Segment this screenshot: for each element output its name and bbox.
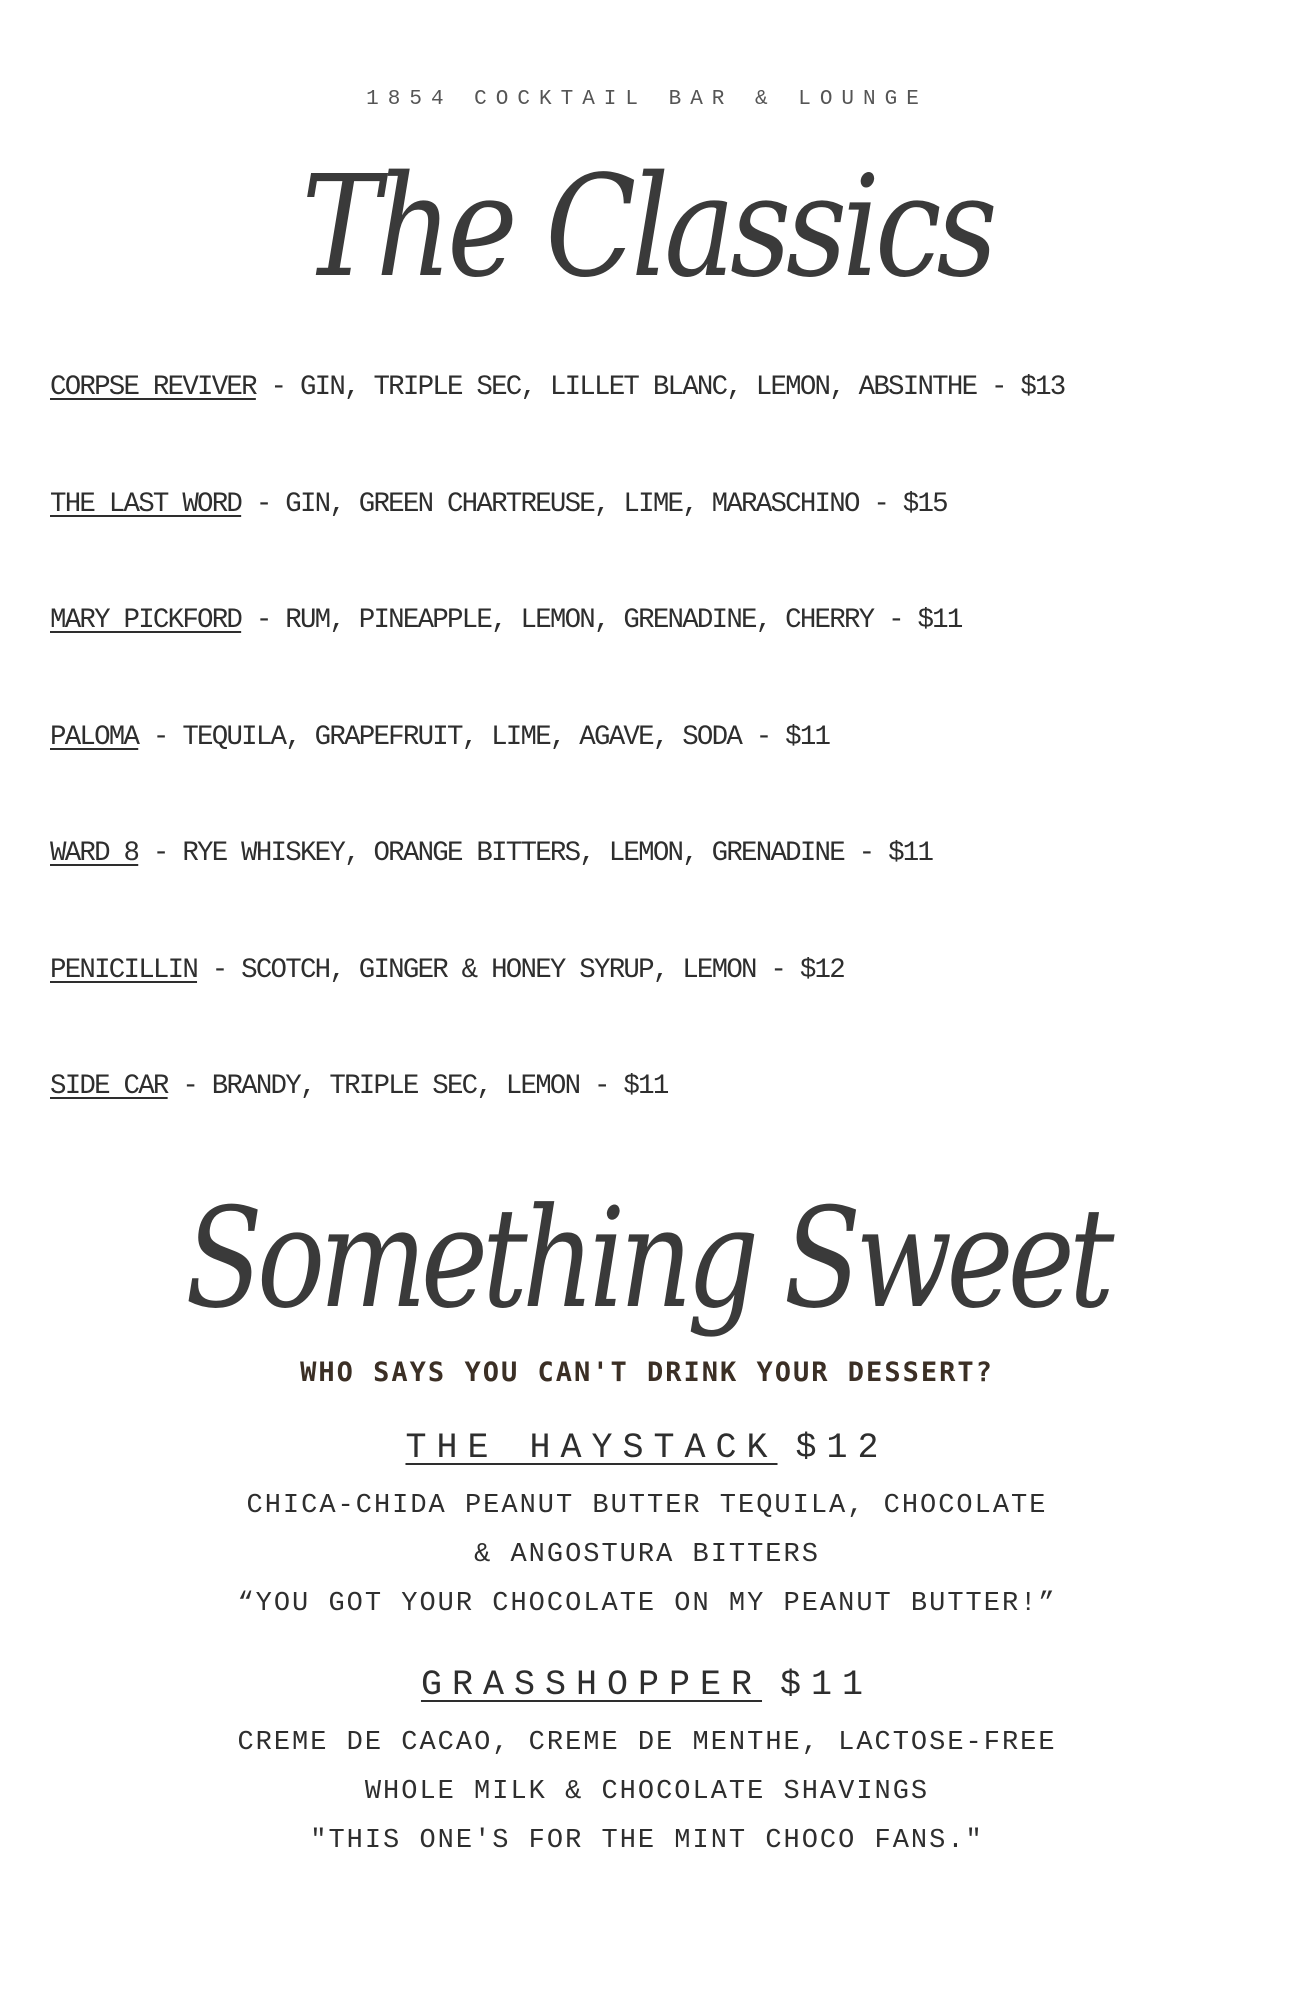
- classic-details: - GIN, GREEN CHARTREUSE, LIME, MARASCHINO - $15: [241, 488, 947, 520]
- classic-item-ward-8: [50, 838, 1255, 955]
- dessert-description-line: CHICA-CHIDA PEANUT BUTTER TEQUILA, CHOCOLATE: [246, 1491, 1048, 1521]
- dessert-description-line: & ANGOSTURA BITTERS: [474, 1540, 820, 1570]
- classic-name: WARD 8: [50, 838, 139, 869]
- classic-item-last-word: [50, 489, 1255, 606]
- classic-name: THE LAST WORD: [50, 488, 242, 520]
- dessert-name: GRASSHOPPER: [420, 1665, 763, 1705]
- dessert-heading: [0, 1665, 1294, 1705]
- classic-details: - RYE WHISKEY, ORANGE BITTERS, LEMON, GRENADINE - $11: [138, 838, 933, 869]
- dessert-grasshopper: [0, 1665, 1294, 1866]
- dessert-price: $12: [795, 1428, 889, 1468]
- classic-item-side-car: [50, 1071, 1255, 1188]
- dessert-haystack: [0, 1428, 1294, 1629]
- classics-list: [50, 372, 1280, 1188]
- classic-item-paloma: [50, 722, 1255, 839]
- classic-item-penicillin: [50, 955, 1255, 1072]
- classic-details: - GIN, TRIPLE SEC, LILLET BLANC, LEMON, ABSINTHE - $13: [255, 372, 1065, 403]
- classic-name: PENICILLIN: [50, 954, 198, 986]
- sweet-title: Something Sweet: [185, 1178, 1109, 1339]
- classics-title: The Classics: [301, 146, 993, 309]
- classic-item-mary-pickford: [50, 605, 1255, 722]
- dessert-heading: [0, 1428, 1294, 1468]
- dessert-quote: "THIS ONE'S FOR THE MINT CHOCO FANS.": [310, 1826, 984, 1856]
- venue-name: 1854 COCKTAIL BAR & LOUNGE: [366, 88, 928, 111]
- classic-details: - BRANDY, TRIPLE SEC, LEMON - $11: [167, 1071, 668, 1102]
- classic-details: - RUM, PINEAPPLE, LEMON, GRENADINE, CHERRY - $11: [241, 605, 962, 636]
- dessert-quote: “YOU GOT YOUR CHOCOLATE ON MY PEANUT BUTTER!”: [237, 1589, 1057, 1619]
- classic-name: MARY PICKFORD: [50, 605, 242, 636]
- sweet-tagline: WHO SAYS YOU CAN'T DRINK YOUR DESSERT?: [300, 1357, 994, 1388]
- dessert-name: THE HAYSTACK: [405, 1428, 778, 1468]
- dessert-description-line: WHOLE MILK & CHOCOLATE SHAVINGS: [364, 1777, 930, 1807]
- classic-name: SIDE CAR: [50, 1071, 168, 1102]
- classic-name: CORPSE REVIVER: [50, 372, 256, 403]
- classic-details: - SCOTCH, GINGER & HONEY SYRUP, LEMON - $12: [197, 954, 844, 986]
- dessert-price: $11: [780, 1665, 874, 1705]
- classic-details: - TEQUILA, GRAPEFRUIT, LIME, AGAVE, SODA - $11: [138, 721, 830, 753]
- dessert-description-line: CREME DE CACAO, CREME DE MENTHE, LACTOSE-FREE: [237, 1728, 1057, 1758]
- classic-item-corpse-reviver: [50, 372, 1255, 489]
- classic-name: PALOMA: [50, 721, 139, 753]
